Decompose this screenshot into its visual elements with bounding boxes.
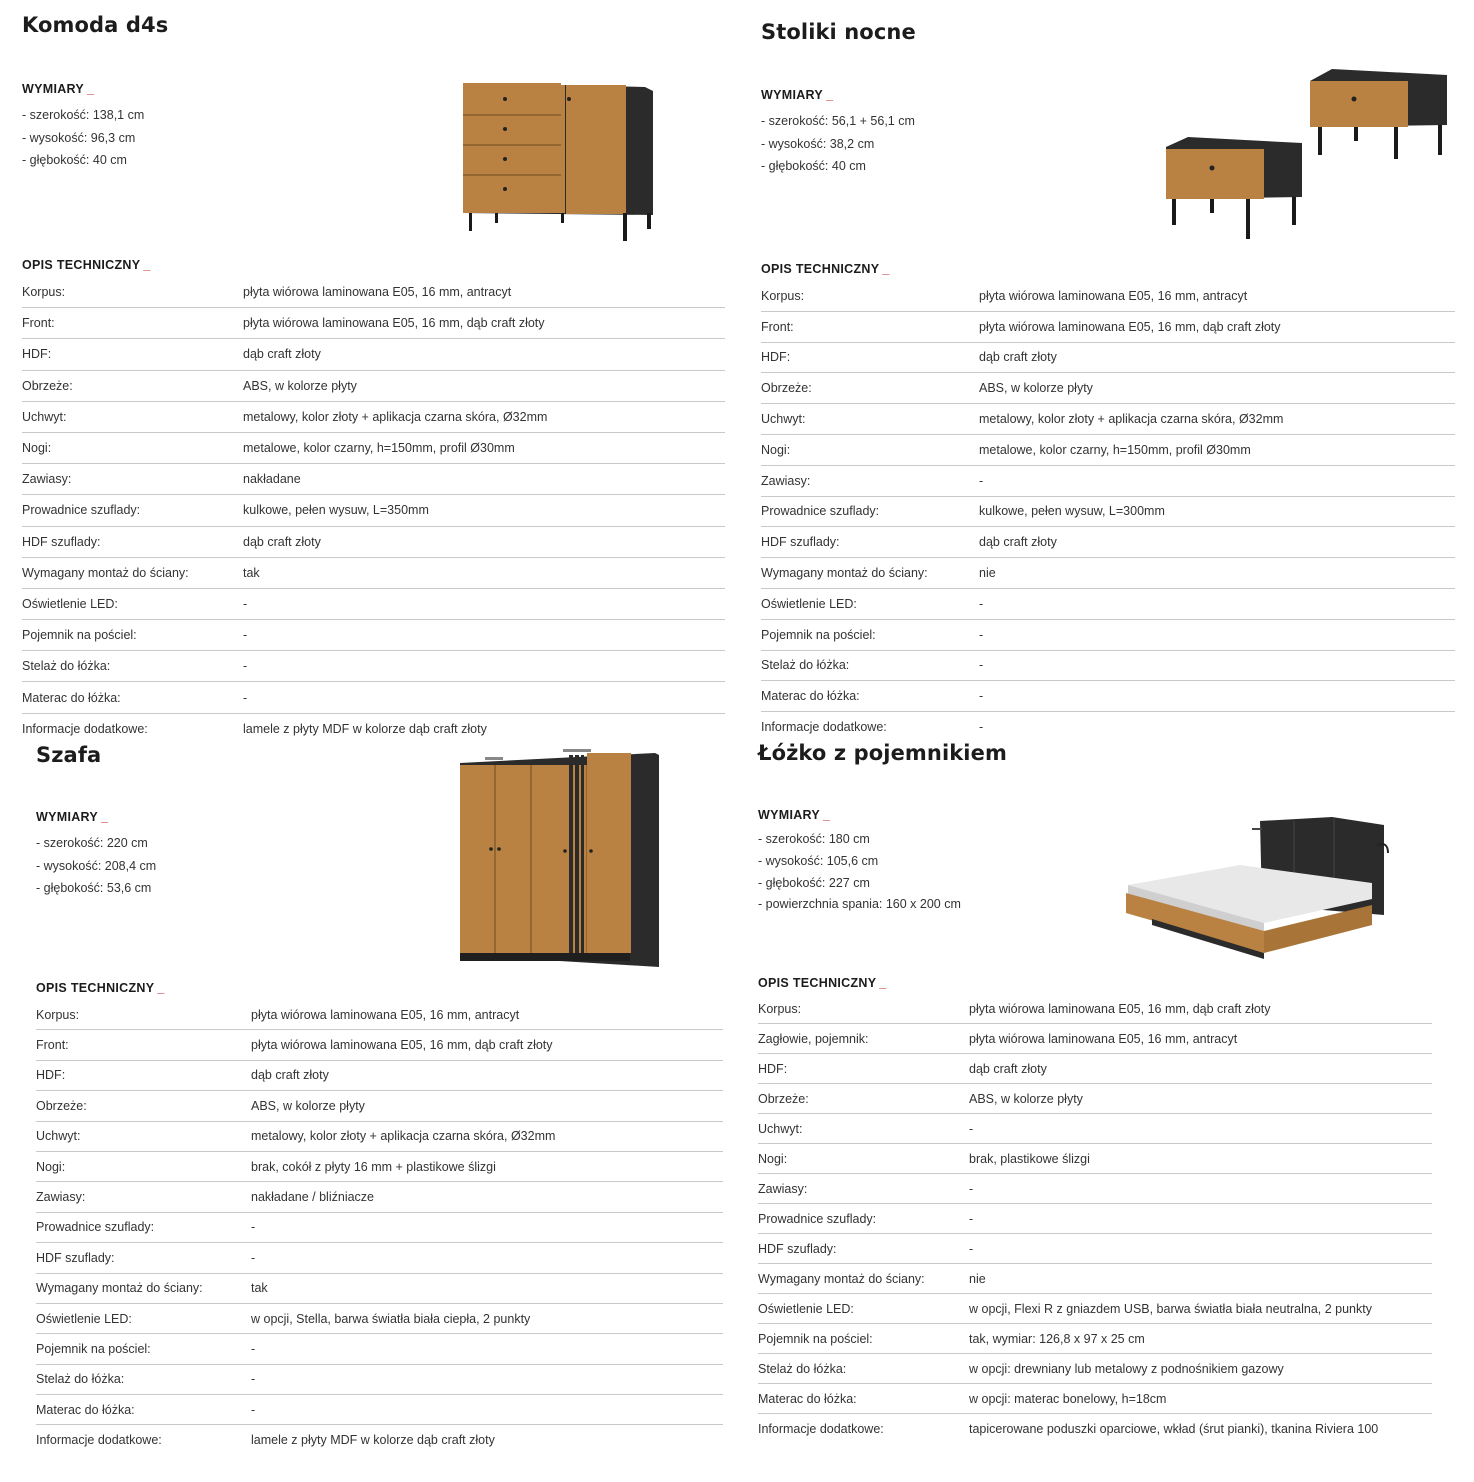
spec-row (22, 527, 725, 558)
spec-row (22, 558, 725, 589)
spec-value: w opcji: materac bonelowy, h=18cm (969, 1391, 1167, 1406)
spec-row (22, 589, 725, 620)
spec-row (758, 1174, 1432, 1204)
spec-row (36, 1425, 723, 1454)
dresser-illustration-icon (455, 75, 665, 245)
spec-value: dąb craft złoty (979, 535, 1057, 550)
spec-row (758, 1384, 1432, 1414)
spec-row (758, 1114, 1432, 1144)
spec-label: Uchwyt: (761, 412, 806, 427)
product-title: Szafa (36, 743, 102, 767)
spec-row (22, 620, 725, 651)
dimensions-list (758, 829, 961, 916)
spec-value: - (243, 628, 248, 643)
spec-row (36, 1274, 723, 1304)
dimensions-heading-label: WYMIARY (761, 88, 824, 102)
spec-value: dąb craft złoty (251, 1068, 329, 1083)
spec-value: ABS, w kolorze płyty (243, 378, 357, 393)
spec-value: ABS, w kolorze płyty (251, 1098, 365, 1113)
dimensions-list (761, 110, 915, 178)
spec-label: Stelaż do łóżka: (761, 658, 850, 673)
dimension-item: - szerokość: 180 cm (758, 832, 870, 846)
spec-row (22, 339, 725, 370)
spec-value: dąb craft złoty (979, 350, 1057, 365)
spec-value: płyta wiórowa laminowana E05, 16 mm, dąb craft złoty (243, 316, 545, 331)
spec-label: Stelaż do łóżka: (22, 659, 111, 674)
spec-row (761, 681, 1455, 712)
dimension-item: - szerokość: 56,1 + 56,1 cm (761, 114, 915, 128)
spec-row (36, 1182, 723, 1212)
spec-value: tak (251, 1281, 268, 1296)
tech-heading-label: OPIS TECHNICZNY (758, 976, 877, 990)
dimensions-heading-label: WYMIARY (36, 810, 99, 824)
spec-value: dąb craft złoty (969, 1061, 1047, 1076)
spec-row (36, 1365, 723, 1395)
dimensions-heading (758, 808, 830, 822)
spec-row (36, 1395, 723, 1425)
spec-value: płyta wiórowa laminowana E05, 16 mm, antracyt (251, 1007, 520, 1022)
spec-value: - (969, 1181, 974, 1196)
spec-label: Front: (36, 1038, 69, 1053)
spec-value: tak (243, 565, 260, 580)
spec-label: Nogi: (761, 442, 791, 457)
wardrobe-illustration-icon (455, 745, 665, 980)
spec-label: Zawiasy: (761, 473, 811, 488)
spec-value: metalowy, kolor złoty + aplikacja czarna skóra, Ø32mm (251, 1129, 556, 1144)
spec-label: Nogi: (758, 1151, 788, 1166)
spec-value: tak, wymiar: 126,8 x 97 x 25 cm (969, 1331, 1145, 1346)
tech-heading (22, 258, 151, 272)
spec-label: HDF szuflady: (36, 1250, 115, 1265)
heading-accent-mark: _ (826, 88, 834, 102)
spec-value: metalowe, kolor czarny, h=150mm, profil Ø30mm (979, 442, 1251, 457)
spec-value: nie (969, 1271, 986, 1286)
spec-label: Nogi: (36, 1159, 66, 1174)
dimension-item: - wysokość: 38,2 cm (761, 136, 875, 151)
spec-label: HDF: (758, 1061, 788, 1076)
spec-label: Materac do łóżka: (36, 1402, 135, 1417)
spec-value: - (979, 473, 984, 488)
spec-label: Obrzeże: (22, 378, 73, 393)
spec-value: - (243, 596, 248, 611)
heading-accent-mark: _ (882, 262, 890, 276)
spec-row (758, 1234, 1432, 1264)
dimension-item: - głębokość: 40 cm (761, 159, 866, 173)
spec-row (758, 1414, 1432, 1443)
spec-label: HDF szuflady: (22, 534, 101, 549)
spec-label: Pojemnik na pościel: (761, 627, 876, 642)
dimension-item: - wysokość: 208,4 cm (36, 858, 157, 873)
spec-value: tapicerowane poduszki oparciowe, wkład (śrut pianki), tkanina Riviera 100 (969, 1421, 1379, 1436)
spec-row (22, 277, 725, 308)
spec-value: - (969, 1121, 974, 1136)
spec-value: nakładane (243, 472, 301, 487)
tech-heading (758, 976, 887, 990)
spec-label: HDF szuflady: (761, 535, 840, 550)
spec-value: w opcji: drewniany lub metalowy z podnośnikiem gazowy (969, 1361, 1284, 1376)
spec-label: Uchwyt: (758, 1121, 803, 1136)
spec-row (22, 402, 725, 433)
dimension-item: - głębokość: 53,6 cm (36, 881, 152, 895)
spec-row (22, 682, 725, 713)
spec-label: Zawiasy: (22, 472, 72, 487)
spec-row (761, 373, 1455, 404)
spec-row (761, 312, 1455, 343)
spec-table (761, 281, 1455, 742)
spec-label: Wymagany montaż do ściany: (22, 565, 189, 580)
dimension-item: - wysokość: 105,6 cm (758, 853, 879, 868)
tech-heading (36, 981, 165, 995)
spec-label: Pojemnik na pościel: (758, 1331, 873, 1346)
spec-value: lamele z płyty MDF w kolorze dąb craft złoty (243, 721, 487, 736)
spec-label: Informacje dodatkowe: (758, 1421, 884, 1436)
spec-value: - (243, 659, 248, 674)
dimensions-heading-label: WYMIARY (22, 82, 85, 96)
spec-row (758, 1324, 1432, 1354)
spec-label: Materac do łóżka: (758, 1391, 857, 1406)
nightstands-illustration-icon (1162, 65, 1452, 245)
dimension-item: - wysokość: 96,3 cm (22, 130, 136, 145)
spec-row (36, 1091, 723, 1121)
spec-row (22, 433, 725, 464)
spec-row (22, 495, 725, 526)
spec-label: Materac do łóżka: (22, 690, 121, 705)
spec-value: brak, plastikowe ślizgi (969, 1151, 1090, 1166)
spec-row (22, 308, 725, 339)
spec-label: Obrzeże: (36, 1098, 87, 1113)
spec-value: płyta wiórowa laminowana E05, 16 mm, antracyt (979, 288, 1248, 303)
dimensions-heading-label: WYMIARY (758, 808, 821, 822)
dimension-item: - powierzchnia spania: 160 x 200 cm (758, 897, 961, 912)
bed-illustration-icon (1122, 815, 1402, 965)
spec-value: dąb craft złoty (243, 347, 321, 362)
spec-value: - (979, 720, 984, 735)
product-title: Stoliki nocne (761, 20, 916, 44)
spec-value: płyta wiórowa laminowana E05, 16 mm, antracyt (243, 285, 512, 300)
product-panel-wardrobe (0, 735, 737, 1482)
spec-row (761, 651, 1455, 682)
spec-row (36, 1000, 723, 1030)
spec-value: - (243, 690, 248, 705)
spec-row (36, 1061, 723, 1091)
spec-value: - (969, 1241, 974, 1256)
dimensions-heading (22, 82, 94, 96)
spec-row (761, 589, 1455, 620)
spec-label: Informacje dodatkowe: (22, 721, 148, 736)
spec-table (36, 1000, 723, 1455)
spec-label: Informacje dodatkowe: (761, 720, 887, 735)
spec-label: HDF: (761, 350, 791, 365)
spec-row (36, 1122, 723, 1152)
spec-value: ABS, w kolorze płyty (979, 381, 1093, 396)
spec-row (761, 497, 1455, 528)
spec-row (758, 1294, 1432, 1324)
dimension-item: - głębokość: 40 cm (22, 153, 127, 167)
spec-label: Wymagany montaż do ściany: (761, 566, 928, 581)
spec-value: lamele z płyty MDF w kolorze dąb craft złoty (251, 1433, 495, 1448)
spec-label: Obrzeże: (761, 381, 812, 396)
spec-row (761, 558, 1455, 589)
spec-label: Uchwyt: (22, 409, 67, 424)
heading-accent-mark: _ (879, 976, 887, 990)
spec-value: w opcji, Stella, barwa światła biała ciepła, 2 punkty (251, 1311, 531, 1326)
spec-label: Wymagany montaż do ściany: (36, 1281, 203, 1296)
spec-row (761, 404, 1455, 435)
spec-value: kulkowe, pełen wysuw, L=300mm (979, 504, 1165, 519)
dimensions-heading (761, 88, 833, 102)
dimensions-heading (36, 810, 108, 824)
spec-label: Nogi: (22, 441, 52, 456)
spec-value: - (979, 658, 984, 673)
product-title: Komoda d4s (22, 13, 169, 37)
spec-label: HDF: (22, 347, 52, 362)
spec-label: Pojemnik na pościel: (36, 1341, 151, 1356)
spec-row (758, 1024, 1432, 1054)
spec-value: - (251, 1372, 256, 1387)
heading-accent-mark: _ (157, 981, 165, 995)
spec-label: Prowadnice szuflady: (761, 504, 880, 519)
spec-row (758, 1054, 1432, 1084)
spec-label: Oświetlenie LED: (758, 1301, 854, 1316)
spec-label: Prowadnice szuflady: (22, 503, 141, 518)
spec-label: Zawiasy: (758, 1181, 808, 1196)
spec-value: dąb craft złoty (243, 534, 321, 549)
spec-label: Korpus: (761, 288, 805, 303)
spec-value: nakładane / bliźniacze (251, 1190, 374, 1205)
tech-heading-label: OPIS TECHNICZNY (22, 258, 141, 272)
spec-value: nie (979, 566, 996, 581)
spec-label: Wymagany montaż do ściany: (758, 1271, 925, 1286)
spec-value: - (251, 1402, 256, 1417)
spec-value: metalowy, kolor złoty + aplikacja czarna skóra, Ø32mm (243, 409, 548, 424)
spec-value: - (251, 1220, 256, 1235)
spec-row (758, 1084, 1432, 1114)
product-title: Łóżko z pojemnikiem (758, 741, 1007, 765)
spec-row (758, 1204, 1432, 1234)
spec-label: Stelaż do łóżka: (36, 1372, 125, 1387)
spec-label: Prowadnice szuflady: (36, 1220, 155, 1235)
tech-heading-label: OPIS TECHNICZNY (36, 981, 155, 995)
spec-row (22, 371, 725, 402)
spec-value: płyta wiórowa laminowana E05, 16 mm, dąb craft złoty (969, 1001, 1271, 1016)
spec-row (758, 994, 1432, 1024)
spec-label: Oświetlenie LED: (22, 596, 118, 611)
dimensions-list (22, 104, 144, 172)
spec-value: płyta wiórowa laminowana E05, 16 mm, antracyt (969, 1031, 1238, 1046)
spec-value: - (979, 689, 984, 704)
spec-row (36, 1030, 723, 1060)
heading-accent-mark: _ (823, 808, 831, 822)
spec-label: Front: (761, 319, 794, 334)
spec-row (36, 1243, 723, 1273)
spec-table (22, 277, 725, 744)
product-panel-nightstands (737, 0, 1474, 735)
spec-value: płyta wiórowa laminowana E05, 16 mm, dąb craft złoty (251, 1038, 553, 1053)
spec-value: - (969, 1211, 974, 1226)
dimension-item: - szerokość: 220 cm (36, 836, 148, 850)
spec-label: Zawiasy: (36, 1190, 86, 1205)
spec-value: - (251, 1341, 256, 1356)
dimension-item: - głębokość: 227 cm (758, 875, 870, 890)
spec-label: Stelaż do łóżka: (758, 1361, 847, 1376)
spec-label: Prowadnice szuflady: (758, 1211, 877, 1226)
spec-label: Oświetlenie LED: (36, 1311, 132, 1326)
spec-table (758, 994, 1432, 1443)
spec-label: Materac do łóżka: (761, 689, 860, 704)
spec-value: - (979, 627, 984, 642)
spec-row (761, 435, 1455, 466)
spec-value: płyta wiórowa laminowana E05, 16 mm, dąb craft złoty (979, 319, 1281, 334)
spec-row (758, 1354, 1432, 1384)
spec-row (36, 1304, 723, 1334)
spec-label: Korpus: (36, 1007, 80, 1022)
spec-row (758, 1264, 1432, 1294)
spec-label: HDF: (36, 1068, 66, 1083)
tech-heading-label: OPIS TECHNICZNY (761, 262, 880, 276)
spec-row (36, 1334, 723, 1364)
spec-row (22, 651, 725, 682)
spec-label: Front: (22, 316, 55, 331)
spec-row (761, 466, 1455, 497)
heading-accent-mark: _ (143, 258, 151, 272)
dimensions-list (36, 832, 156, 900)
heading-accent-mark: _ (87, 82, 95, 96)
spec-value: kulkowe, pełen wysuw, L=350mm (243, 503, 429, 518)
spec-row (22, 464, 725, 495)
heading-accent-mark: _ (101, 810, 109, 824)
product-panel-dresser (0, 0, 737, 735)
spec-value: metalowy, kolor złoty + aplikacja czarna skóra, Ø32mm (979, 412, 1284, 427)
tech-heading (761, 262, 890, 276)
spec-label: Uchwyt: (36, 1129, 81, 1144)
product-panel-bed (737, 735, 1474, 1482)
spec-value: brak, cokół z płyty 16 mm + plastikowe ślizgi (251, 1159, 496, 1174)
spec-row (758, 1144, 1432, 1174)
spec-label: Oświetlenie LED: (761, 596, 857, 611)
spec-label: Zagłowie, pojemnik: (758, 1031, 869, 1046)
spec-row (761, 281, 1455, 312)
spec-label: Informacje dodatkowe: (36, 1433, 162, 1448)
spec-value: - (251, 1250, 256, 1265)
spec-row (761, 620, 1455, 651)
spec-row (36, 1152, 723, 1182)
spec-value: ABS, w kolorze płyty (969, 1091, 1083, 1106)
spec-label: HDF szuflady: (758, 1241, 837, 1256)
spec-value: w opcji, Flexi R z gniazdem USB, barwa światła biała neutralna, 2 punkty (969, 1301, 1372, 1316)
spec-value: - (979, 596, 984, 611)
spec-label: Korpus: (22, 285, 66, 300)
spec-value: metalowe, kolor czarny, h=150mm, profil Ø30mm (243, 441, 515, 456)
spec-label: Pojemnik na pościel: (22, 628, 137, 643)
dimension-item: - szerokość: 138,1 cm (22, 108, 145, 122)
spec-label: Obrzeże: (758, 1091, 809, 1106)
spec-row (36, 1213, 723, 1243)
spec-row (761, 527, 1455, 558)
spec-row (761, 343, 1455, 374)
spec-label: Korpus: (758, 1001, 802, 1016)
